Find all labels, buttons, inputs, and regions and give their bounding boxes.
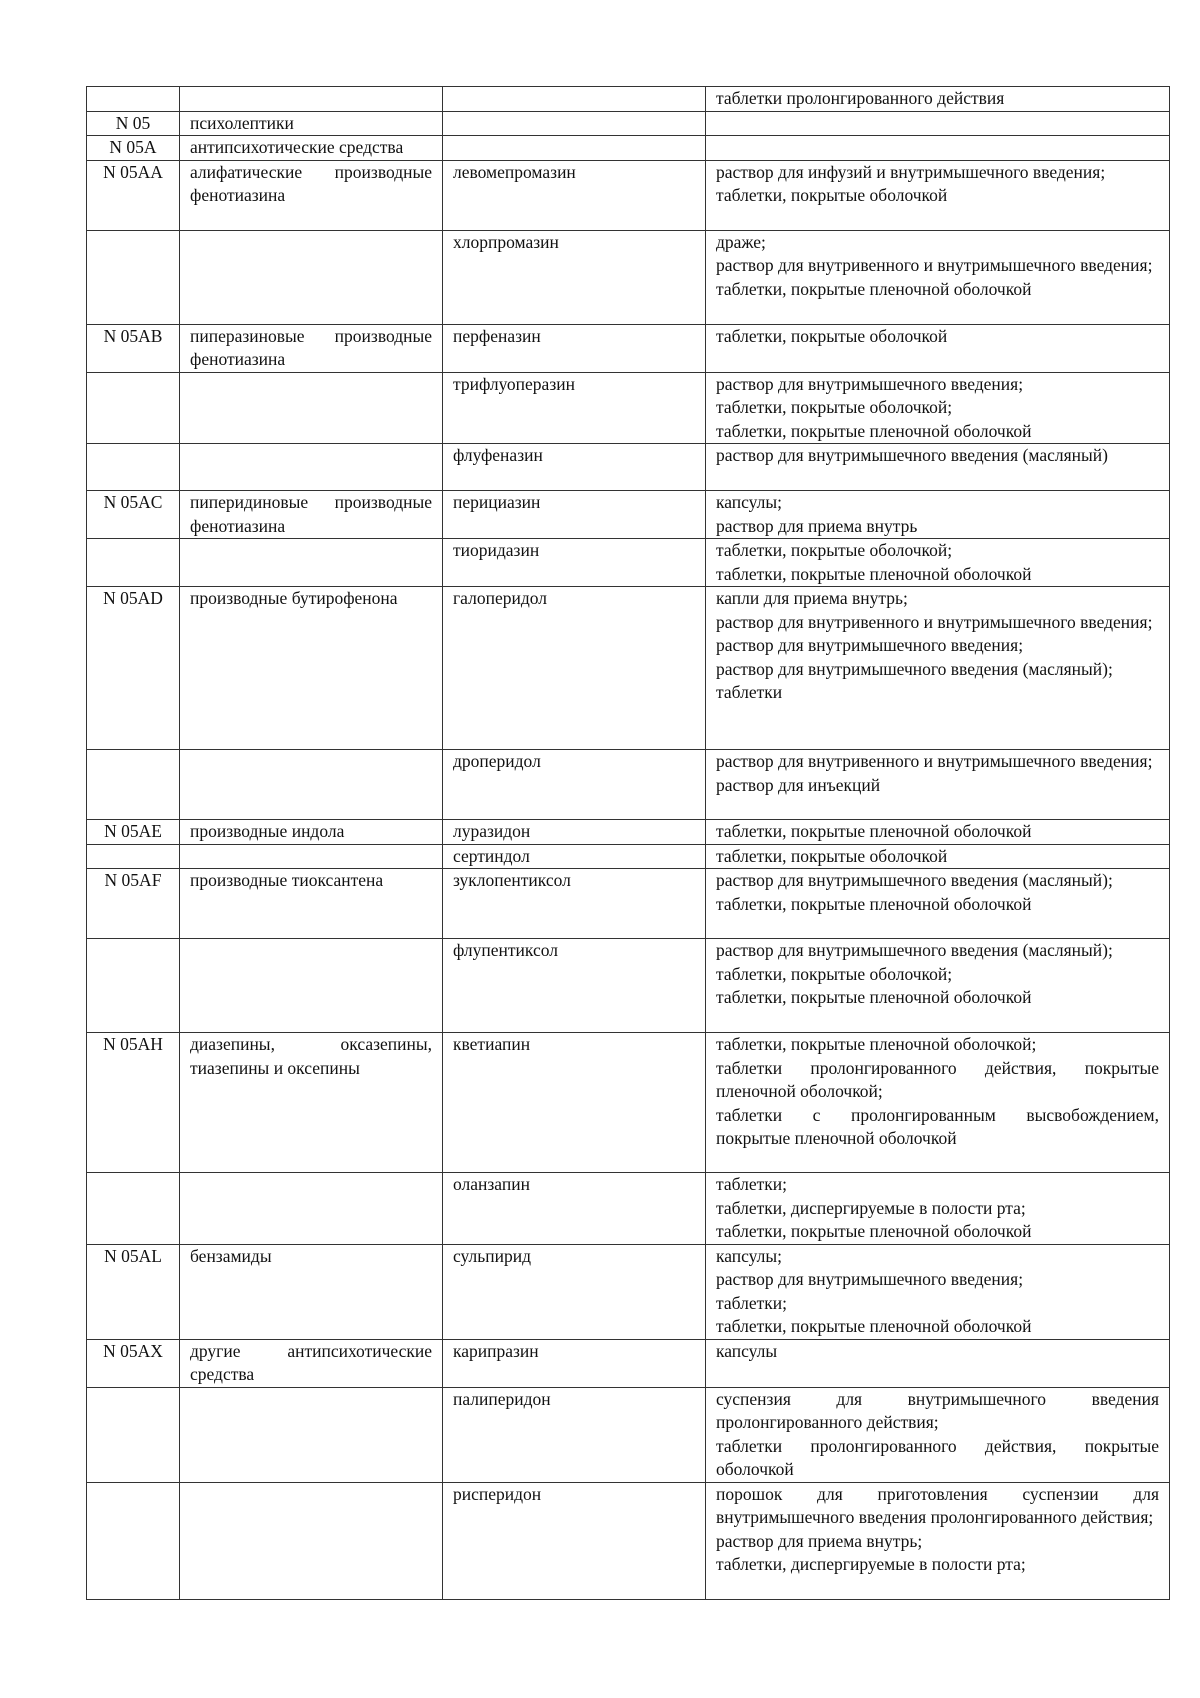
dosage-form-item: таблетки пролонгированного действия <box>716 88 1005 108</box>
drug-name-cell: галоперидол <box>443 587 706 750</box>
dosage-form-item: раствор для приема внутрь; <box>716 1530 923 1551</box>
pharmacological-group-cell: производные индола <box>180 820 443 845</box>
table-row <box>87 111 1170 136</box>
dosage-form-item: таблетки, покрытые пленочной оболочкой <box>716 563 1032 584</box>
table-row <box>87 1387 1170 1482</box>
drug-name-cell: оланзапин <box>443 1173 706 1245</box>
dosage-forms-cell <box>706 444 1170 491</box>
dosage-form-item: таблетки, покрытые оболочкой <box>716 325 948 346</box>
dosage-form-item: раствор для внутримышечного введения (масляный); <box>716 658 1113 679</box>
dosage-form-item: драже; <box>716 231 766 252</box>
pharmacological-group-cell <box>180 1482 443 1599</box>
atc-code-cell <box>87 444 180 491</box>
dosage-form-item: таблетки, покрытые пленочной оболочкой <box>716 821 1032 841</box>
drug-name-cell: рисперидон <box>443 1482 706 1599</box>
table-row <box>87 539 1170 587</box>
pharmacological-group-cell: психолептики <box>180 111 443 136</box>
pharmacological-group-cell: антипсихотические средства <box>180 136 443 161</box>
atc-code-cell: N 05AC <box>87 491 180 539</box>
dosage-form-item: таблетки; <box>716 1292 787 1313</box>
pharmacological-group-cell <box>180 1173 443 1245</box>
dosage-form-item: капсулы; <box>716 492 783 512</box>
dosage-form-item: таблетки, покрытые оболочкой; <box>716 540 953 560</box>
drug-name-cell: палиперидон <box>443 1387 706 1482</box>
pharmacological-group-cell <box>180 539 443 587</box>
pharmacological-group-cell <box>180 230 443 324</box>
drug-name-cell: кветиапин <box>443 1033 706 1173</box>
atc-code-cell <box>87 750 180 820</box>
pharmacological-group-cell <box>180 844 443 869</box>
atc-code-cell: N 05A <box>87 136 180 161</box>
table-row <box>87 750 1170 820</box>
atc-code-cell <box>87 372 180 444</box>
dosage-form-item: таблетки, покрытые пленочной оболочкой; <box>716 1034 1037 1054</box>
table-row <box>87 1033 1170 1173</box>
atc-code-cell: N 05AH <box>87 1033 180 1173</box>
table-row <box>87 372 1170 444</box>
dosage-form-item: таблетки, покрытые оболочкой; <box>716 963 953 984</box>
dosage-forms-cell <box>706 1387 1170 1482</box>
dosage-forms-cell <box>706 491 1170 539</box>
drug-name-cell: трифлуоперазин <box>443 372 706 444</box>
dosage-form-item: таблетки, покрытые пленочной оболочкой <box>716 420 1032 441</box>
dosage-forms-cell <box>706 372 1170 444</box>
pharmacological-group-cell: пиперидиновые производные фенотиазина <box>180 491 443 539</box>
atc-code-cell <box>87 939 180 1033</box>
atc-code-cell: N 05AE <box>87 820 180 845</box>
dosage-form-item: таблетки, покрытые пленочной оболочкой <box>716 278 1032 299</box>
dosage-form-item: капсулы; <box>716 1245 783 1266</box>
dosage-forms-cell <box>706 111 1170 136</box>
atc-code-cell <box>87 844 180 869</box>
dosage-form-item: таблетки, диспергируемые в полости рта; <box>716 1554 1026 1574</box>
dosage-form-item: капсулы <box>716 1340 778 1361</box>
dosage-form-item: раствор для инъекций <box>716 774 881 795</box>
drug-name-cell <box>443 111 706 136</box>
dosage-form-item: таблетки пролонгированного действия, покрытые пленочной оболочкой; <box>716 1057 1159 1101</box>
document-page <box>86 86 1169 1600</box>
dosage-form-item: таблетки; <box>716 1174 787 1194</box>
dosage-forms-cell <box>706 230 1170 324</box>
dosage-form-item: раствор для внутривенного и внутримышечного введения; <box>716 611 1153 632</box>
pharmacological-group-cell <box>180 372 443 444</box>
pharmacological-group-cell: диазепины, оксазепины, тиазепины и оксепины <box>180 1033 443 1173</box>
dosage-form-item: раствор для внутривенного и внутримышечного введения; <box>716 255 1153 275</box>
pharmacological-group-cell <box>180 750 443 820</box>
drug-name-cell: сертиндол <box>443 844 706 869</box>
pharmacological-group-cell: алифатические производные фенотиазина <box>180 160 443 230</box>
table-row <box>87 844 1170 869</box>
table-row <box>87 324 1170 372</box>
table-row <box>87 820 1170 845</box>
atc-code-cell: N 05 <box>87 111 180 136</box>
pharmacological-group-cell <box>180 1387 443 1482</box>
table-row <box>87 1482 1170 1599</box>
dosage-form-item: раствор для внутримышечного введения (масляный); <box>716 940 1113 960</box>
drug-name-cell: дроперидол <box>443 750 706 820</box>
atc-code-cell: N 05AL <box>87 1244 180 1339</box>
dosage-form-item: таблетки, покрытые оболочкой <box>716 845 948 866</box>
dosage-form-item: таблетки <box>716 682 783 702</box>
table-row <box>87 1244 1170 1339</box>
dosage-form-item: таблетки пролонгированного действия, покрытые оболочкой <box>716 1435 1159 1479</box>
dosage-form-item: таблетки, диспергируемые в полости рта; <box>716 1197 1026 1218</box>
table-row <box>87 491 1170 539</box>
drug-name-cell <box>443 136 706 161</box>
drug-table-body <box>87 87 1170 1600</box>
atc-code-cell <box>87 87 180 112</box>
dosage-form-item: раствор для внутривенного и внутримышечного введения; <box>716 751 1153 771</box>
dosage-forms-cell <box>706 869 1170 939</box>
drug-name-cell: хлорпромазин <box>443 230 706 324</box>
table-row <box>87 587 1170 750</box>
dosage-forms-cell <box>706 1244 1170 1339</box>
dosage-forms-cell <box>706 87 1170 112</box>
atc-code-cell <box>87 539 180 587</box>
dosage-form-item: раствор для внутримышечного введения; <box>716 373 1024 394</box>
dosage-form-item: таблетки, покрытые пленочной оболочкой <box>716 987 1032 1007</box>
pharmacological-group-cell: производные бутирофенона <box>180 587 443 750</box>
table-row <box>87 444 1170 491</box>
dosage-forms-cell <box>706 1482 1170 1599</box>
atc-code-cell <box>87 230 180 324</box>
drug-name-cell: зуклопентиксол <box>443 869 706 939</box>
drug-table <box>86 86 1170 1600</box>
dosage-forms-cell <box>706 160 1170 230</box>
atc-code-cell: N 05AD <box>87 587 180 750</box>
drug-name-cell: левомепромазин <box>443 160 706 230</box>
table-row <box>87 939 1170 1033</box>
table-row <box>87 869 1170 939</box>
dosage-forms-cell <box>706 1173 1170 1245</box>
drug-name-cell: перфеназин <box>443 324 706 372</box>
table-row <box>87 160 1170 230</box>
dosage-form-item: раствор для внутримышечного введения; <box>716 1269 1024 1289</box>
drug-name-cell: луразидон <box>443 820 706 845</box>
atc-code-cell: N 05AF <box>87 869 180 939</box>
dosage-forms-cell <box>706 1033 1170 1173</box>
table-row <box>87 230 1170 324</box>
pharmacological-group-cell: производные тиоксантена <box>180 869 443 939</box>
drug-name-cell: флуфеназин <box>443 444 706 491</box>
dosage-form-item: раствор для приема внутрь <box>716 515 918 536</box>
dosage-form-item: таблетки, покрытые пленочной оболочкой <box>716 893 1032 914</box>
table-row <box>87 1339 1170 1387</box>
dosage-form-item: таблетки, покрытые оболочкой <box>716 185 948 205</box>
drug-name-cell: флупентиксол <box>443 939 706 1033</box>
pharmacological-group-cell <box>180 87 443 112</box>
dosage-forms-cell <box>706 587 1170 750</box>
dosage-forms-cell <box>706 539 1170 587</box>
pharmacological-group-cell: пиперазиновые производные фенотиазина <box>180 324 443 372</box>
atc-code-cell <box>87 1173 180 1245</box>
drug-name-cell: тиоридазин <box>443 539 706 587</box>
atc-code-cell: N 05AA <box>87 160 180 230</box>
pharmacological-group-cell <box>180 444 443 491</box>
dosage-forms-cell <box>706 939 1170 1033</box>
dosage-form-item: капли для приема внутрь; <box>716 588 908 608</box>
pharmacological-group-cell: другие антипсихотические средства <box>180 1339 443 1387</box>
table-row <box>87 136 1170 161</box>
dosage-form-item: раствор для инфузий и внутримышечного введения; <box>716 161 1106 182</box>
table-row <box>87 1173 1170 1245</box>
atc-code-cell: N 05AB <box>87 324 180 372</box>
drug-name-cell: сульпирид <box>443 1244 706 1339</box>
drug-name-cell <box>443 87 706 112</box>
dosage-form-item: раствор для внутримышечного введения (масляный); <box>716 870 1113 890</box>
atc-code-cell <box>87 1387 180 1482</box>
dosage-forms-cell <box>706 1339 1170 1387</box>
dosage-forms-cell <box>706 820 1170 845</box>
dosage-forms-cell <box>706 324 1170 372</box>
dosage-form-item: таблетки с пролонгированным высвобождением, покрытые пленочной оболочкой <box>716 1104 1159 1148</box>
dosage-forms-cell <box>706 844 1170 869</box>
dosage-form-item: таблетки, покрытые пленочной оболочкой <box>716 1316 1032 1336</box>
dosage-forms-cell <box>706 750 1170 820</box>
dosage-form-item: таблетки, покрытые оболочкой; <box>716 397 953 417</box>
drug-name-cell: карипразин <box>443 1339 706 1387</box>
atc-code-cell: N 05AX <box>87 1339 180 1387</box>
dosage-form-item: порошок для приготовления суспензии для внутримышечного введения пролонгированного действия; <box>716 1483 1159 1527</box>
dosage-forms-cell <box>706 136 1170 161</box>
dosage-form-item: раствор для внутримышечного введения; <box>716 635 1024 655</box>
pharmacological-group-cell: бензамиды <box>180 1244 443 1339</box>
atc-code-cell <box>87 1482 180 1599</box>
drug-name-cell: перициазин <box>443 491 706 539</box>
dosage-form-item: раствор для внутримышечного введения (масляный) <box>716 445 1108 465</box>
pharmacological-group-cell <box>180 939 443 1033</box>
dosage-form-item: суспензия для внутримышечного введения пролонгированного действия; <box>716 1388 1159 1432</box>
dosage-form-item: таблетки, покрытые пленочной оболочкой <box>716 1221 1032 1241</box>
table-row <box>87 87 1170 112</box>
